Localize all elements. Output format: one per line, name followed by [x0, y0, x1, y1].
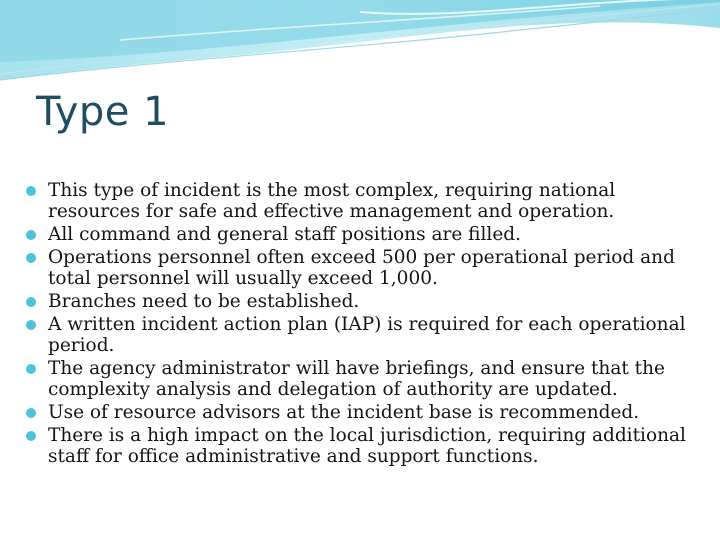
bullet-text: This type of incident is the most complex, requiring national resources for safe and effective management and operation. — [48, 180, 616, 222]
bullet-item — [24, 425, 696, 467]
bullet-text: Operations personnel often exceed 500 per operational period and total personnel will usually exceed 1,000. — [48, 247, 675, 289]
bullet-item — [24, 291, 696, 312]
bullet-dot-icon — [26, 253, 36, 263]
bullet-list — [24, 180, 696, 469]
header-wave-decoration — [0, 0, 720, 90]
bullet-dot-icon — [26, 320, 36, 330]
bullet-item — [24, 247, 696, 289]
bullet-dot-icon — [26, 230, 36, 240]
bullet-item — [24, 314, 696, 356]
bullet-text: All command and general staff positions are filled. — [48, 224, 522, 245]
bullet-item — [24, 358, 696, 400]
bullet-dot-icon — [26, 408, 36, 418]
bullet-dot-icon — [26, 297, 36, 307]
bullet-dot-icon — [26, 186, 36, 196]
bullet-text: The agency administrator will have briefings, and ensure that the complexity analysis and delegation of authority are updated. — [48, 358, 665, 400]
bullet-item — [24, 402, 696, 423]
slide-title: Type 1 — [36, 89, 170, 135]
bullet-text: There is a high impact on the local jurisdiction, requiring additional staff for office administrative and support functions. — [48, 425, 686, 467]
bullet-text: Use of resource advisors at the incident base is recommended. — [48, 402, 640, 423]
bullet-text: A written incident action plan (IAP) is required for each operational period. — [48, 314, 686, 356]
bullet-item — [24, 180, 696, 222]
bullet-dot-icon — [26, 431, 36, 441]
bullet-item — [24, 224, 696, 245]
bullet-text: Branches need to be established. — [48, 291, 360, 312]
bullet-dot-icon — [26, 364, 36, 374]
